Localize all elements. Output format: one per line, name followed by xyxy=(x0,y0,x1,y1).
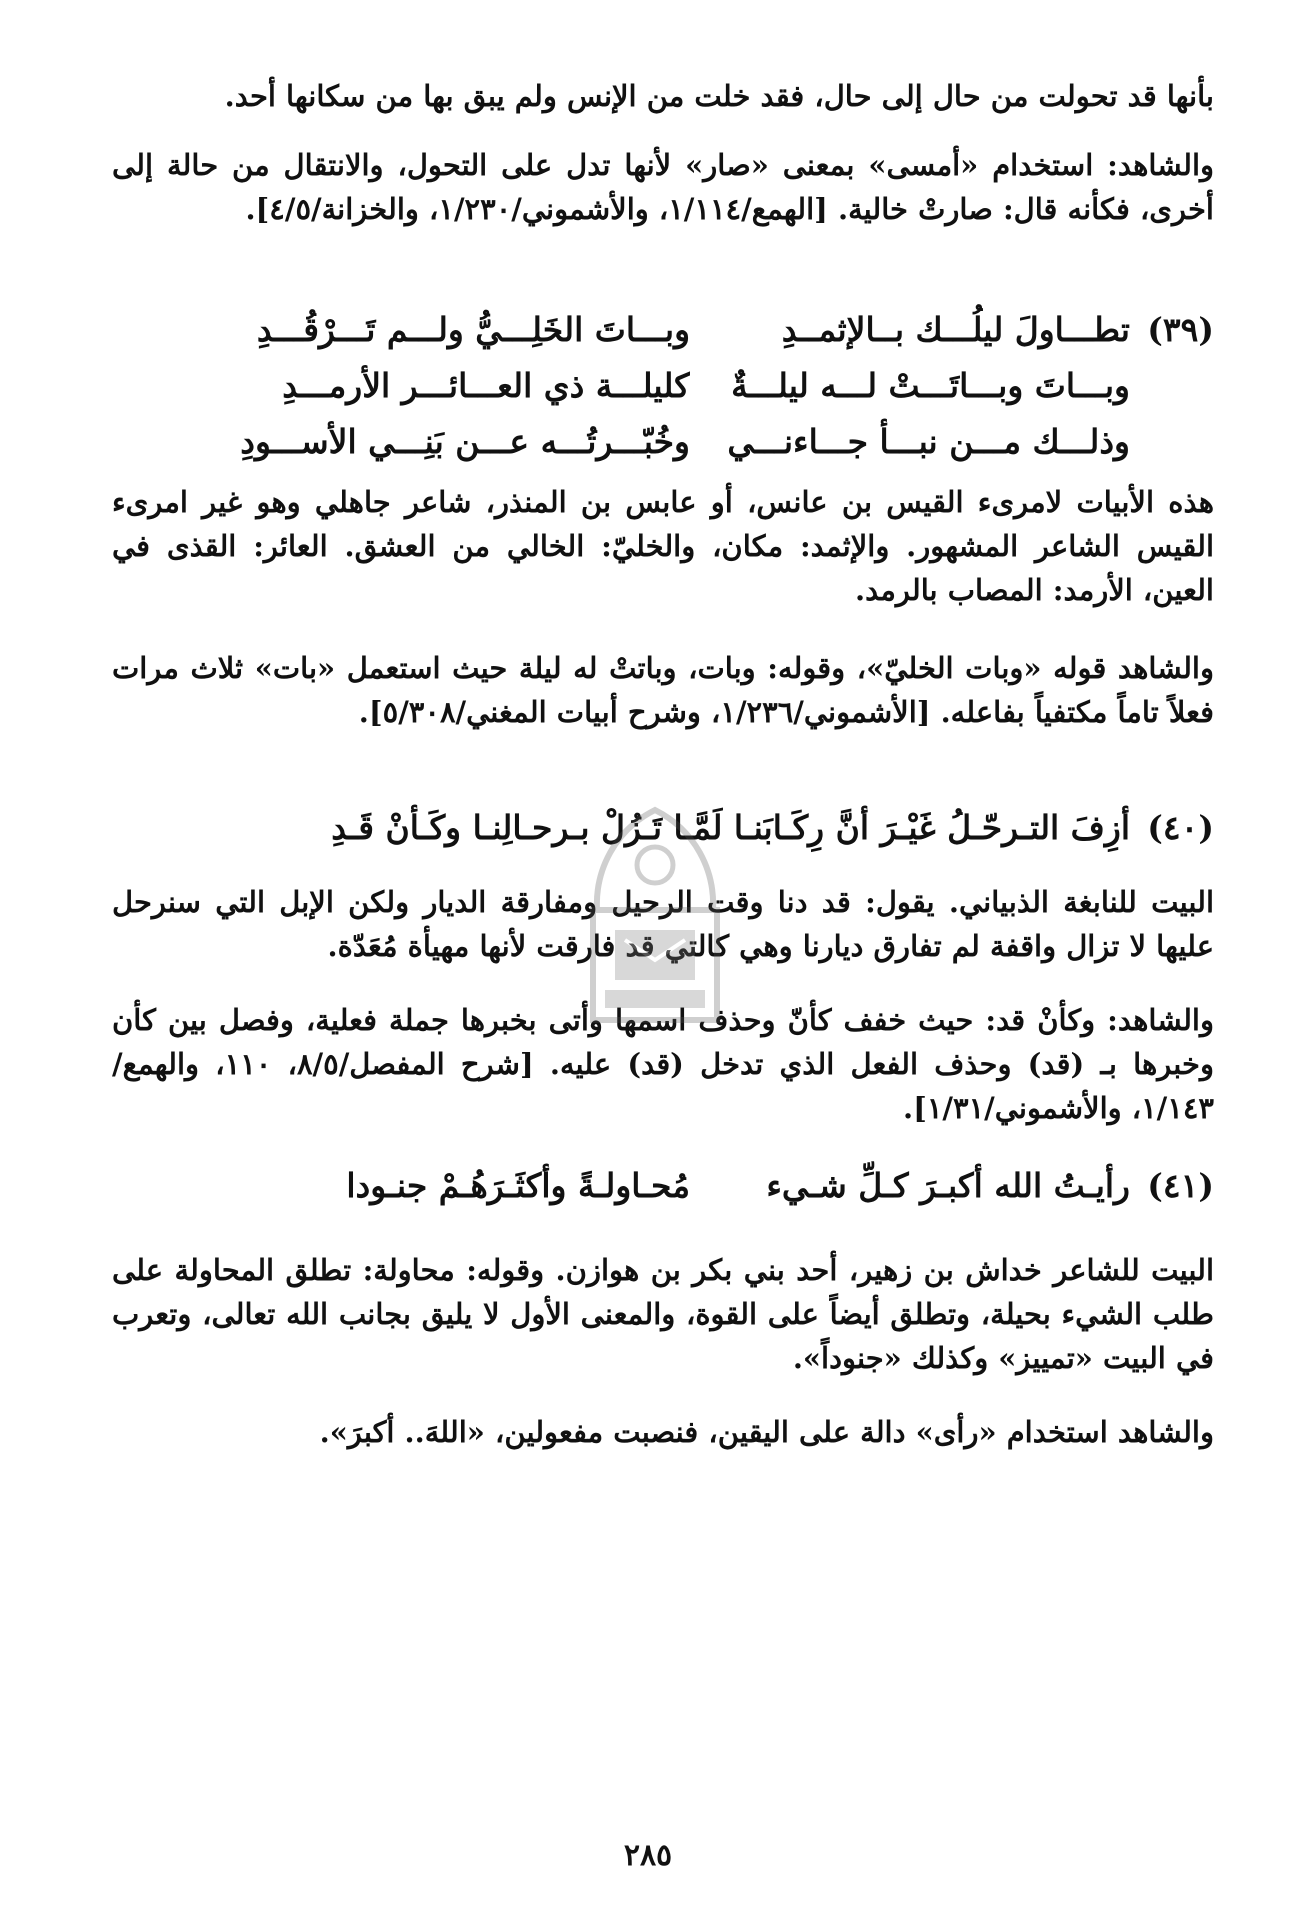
verse-line xyxy=(112,1158,1214,1214)
verse-text: أزِفَ التـرحّـلُ غَيْـرَ أنَّ رِكَـابَنـا لَمَّـا تَـزُلْ بـرحـالِنـا وكَـأنْ قَـدِ xyxy=(331,808,1130,847)
second-hemistich: وخُبّـــرتُـــه عـــن بَنِـــي الأســـودِ xyxy=(240,422,690,461)
page-number: ٢٨٥ xyxy=(623,1838,673,1873)
first-hemistich: رأيـتُ الله أكبـرَ كـلِّ شـيء xyxy=(766,1166,1130,1205)
paragraph-1: بأنها قد تحولت من حال إلى حال، فقد خلت من الإنس ولم يبق بها من سكانها أحد. xyxy=(224,79,1214,113)
second-hemistich: مُحـاولـةً وأكثَـرَهُـمْ جنـودا xyxy=(346,1166,690,1205)
verse-number: (٤٠) xyxy=(1147,808,1214,847)
paragraph-6: والشاهد: وكأنْ قد: حيث خفف كأنّ وحذف اسمها وأتى بخبرها جملة فعلية، وفصل بين كأن وخبرها بـ (قد) وحذف الفعل الذي تدخل (قد) عليه. [شرح المفصل/٨/٥، ١١٠، والهمع/١/١٤٣، والأشموني/١/٣١]. xyxy=(112,1003,1214,1125)
paragraph-8: والشاهد استخدام «رأى» دالة على اليقين، فنصبت مفعولين، «اللهَ.. أكبرَ». xyxy=(319,1415,1214,1449)
first-hemistich: تطـــاولَ ليلُـــك بــالإثمــدِ xyxy=(781,310,1130,349)
paragraph-4: والشاهد قوله «وبات الخليّ»، وقوله: وبات، وباتتْ له ليلة حيث استعمل «بات» ثلاث مرات فعلاً تاماً مكتفياً بفاعله. [الأشموني/١/٢٣٦، وشرح أبيات المغني/٥/٣٠٨]. xyxy=(112,651,1214,729)
verse-number: (٣٩) xyxy=(1147,310,1214,349)
poem-39 xyxy=(112,302,1214,470)
first-hemistich: وذلـــك مـــن نبـــأ جـــاءنـــي xyxy=(727,422,1130,461)
verse-line-3 xyxy=(112,414,1214,470)
paragraph-5: البيت للنابغة الذبياني. يقول: قد دنا وقت الرحيل ومفارقة الديار ولكن الإبل التي سنرحل عليها لا تزال واقفة لم تفارق ديارنا وهي كالتي قد فارقت لأنها مهيأة مُعَدّة. xyxy=(112,885,1214,963)
verse-line xyxy=(112,800,1214,856)
verse-line-1 xyxy=(112,302,1214,358)
poem-41 xyxy=(112,1158,1214,1214)
first-hemistich: وبـــاتَ وبـــاتَـــتْ لـــه ليلـــةٌ xyxy=(731,366,1130,405)
paragraph-7: البيت للشاعر خداش بن زهير، أحد بني بكر بن هوازن. وقوله: محاولة: تطلق المحاولة على طلب الشيء بحيلة، وتطلق أيضاً على القوة، والمعنى الأول لا يليق بجانب الله تعالى، وتعرب في البيت «تمييز» وكذلك «جنوداً». xyxy=(112,1253,1214,1375)
paragraph-3: هذه الأبيات لامرىء القيس بن عانس، أو عابس بن المنذر، شاعر جاهلي وهو غير امرىء القيس الشاعر المشهور. والإثمد: مكان، والخليّ: الخالي من العشق. العائر: القذى في العين، الأرمد: المصاب بالرمد. xyxy=(112,485,1214,607)
verse-line-2 xyxy=(112,358,1214,414)
verse-number: (٤١) xyxy=(1147,1166,1214,1205)
paragraph-2: والشاهد: استخدام «أمسى» بمعنى «صار» لأنها تدل على التحول، والانتقال من حالة إلى أخرى، فكأنه قال: صارتْ خالية. [الهمع/١/١١٤، والأشموني/١/٢٣٠، والخزانة/٤/٥]. xyxy=(112,148,1214,226)
second-hemistich: كليلـــة ذي العـــائـــر الأرمـــدِ xyxy=(282,366,690,405)
second-hemistich: وبـــاتَ الخَلِـــيُّ ولـــم تَـــرْقُـــدِ xyxy=(256,310,690,349)
poem-40 xyxy=(112,800,1214,856)
